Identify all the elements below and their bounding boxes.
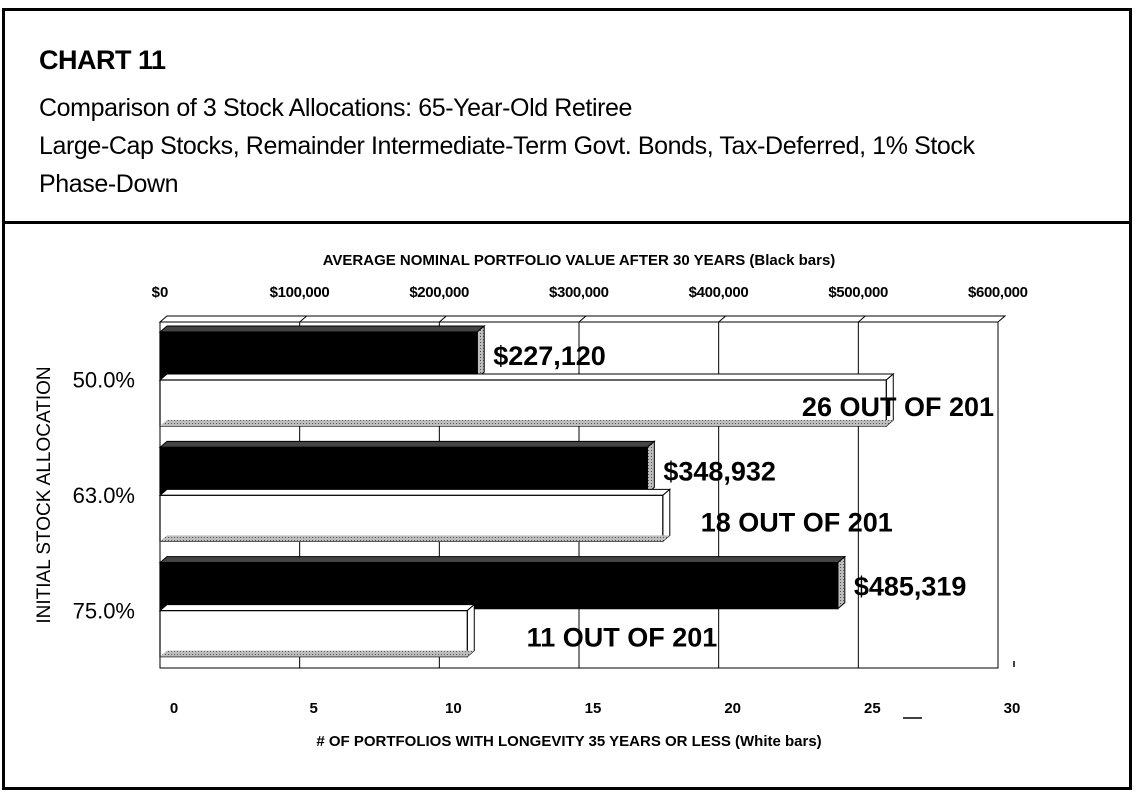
white-bar-top-face xyxy=(160,605,474,611)
white-bar xyxy=(160,380,886,426)
top-axis-tick-label: $400,000 xyxy=(688,284,749,301)
top-axis-title: AVERAGE NOMINAL PORTFOLIO VALUE AFTER 30 YEARS (Black bars) xyxy=(322,252,836,269)
chart-number: CHART 11 xyxy=(39,45,166,75)
black-bar-top-face xyxy=(160,557,845,563)
subtitle-line-3: Phase-Down xyxy=(39,170,179,198)
bottom-axis-tick-label: 30 xyxy=(1003,700,1021,717)
bar-shadow xyxy=(160,651,474,657)
bar-shadow xyxy=(160,535,670,541)
top-axis-tick-label: $600,000 xyxy=(968,284,1028,301)
white-bar-top-face xyxy=(160,489,670,495)
top-axis-tick-label: $300,000 xyxy=(549,284,609,301)
bottom-axis-title: # OF PORTFOLIOS WITH LONGEVITY 35 YEARS OR LESS (White bars) xyxy=(316,733,822,750)
plot-area xyxy=(34,252,1028,750)
bottom-axis-tick-label: 5 xyxy=(309,700,318,717)
category-label: 63.0% xyxy=(72,483,135,508)
black-bar-value-label: $348,932 xyxy=(663,456,776,487)
top-axis-tick-label: $500,000 xyxy=(828,284,889,301)
black-bar-side-face xyxy=(477,326,484,378)
black-bar-value-label: $227,120 xyxy=(493,341,606,371)
bar-shadow xyxy=(160,420,893,426)
top-axis-tick-label: $0 xyxy=(151,284,169,301)
black-bar-top-face xyxy=(160,441,654,447)
bottom-axis-tick-label: 20 xyxy=(724,700,742,717)
white-bar-value-label: 11 OUT OF 201 xyxy=(526,622,718,653)
category-label: 75.0% xyxy=(72,598,135,624)
y-axis-title: INITIAL STOCK ALLOCATION xyxy=(34,366,55,624)
white-bar-value-label: 18 OUT OF 201 xyxy=(700,507,893,538)
bottom-axis-tick-label: 25 xyxy=(863,700,881,717)
white-bar xyxy=(160,495,663,541)
white-bar-side-face xyxy=(663,489,670,541)
category-label: 50.0% xyxy=(72,367,135,393)
black-bar xyxy=(160,332,477,378)
black-bar xyxy=(160,447,647,493)
white-bar-value-label: 26 OUT OF 201 xyxy=(801,392,994,422)
top-axis-tick-label: $100,000 xyxy=(269,284,330,301)
bottom-axis-tick-label: 0 xyxy=(169,700,179,717)
bottom-axis-tick-label: 15 xyxy=(584,700,602,717)
black-bar-side-face xyxy=(647,441,654,493)
top-axis-tick-label: $200,000 xyxy=(409,284,470,301)
subtitle-line-2: Large-Cap Stocks, Remainder Intermediate-Term Govt. Bonds, Tax-Deferred, 1% Stock xyxy=(39,132,975,160)
white-bar xyxy=(160,611,467,657)
bottom-axis-tick-label: 10 xyxy=(444,700,462,717)
black-bar-value-label: $485,319 xyxy=(853,571,967,602)
white-bar-side-face xyxy=(467,605,474,657)
subtitle-line-1: Comparison of 3 Stock Allocations: 65-Year-Old Retiree xyxy=(39,94,633,122)
black-bar xyxy=(160,563,838,609)
white-bar-top-face xyxy=(160,374,893,380)
black-bar-top-face xyxy=(160,326,484,332)
black-bar-side-face xyxy=(838,557,845,609)
